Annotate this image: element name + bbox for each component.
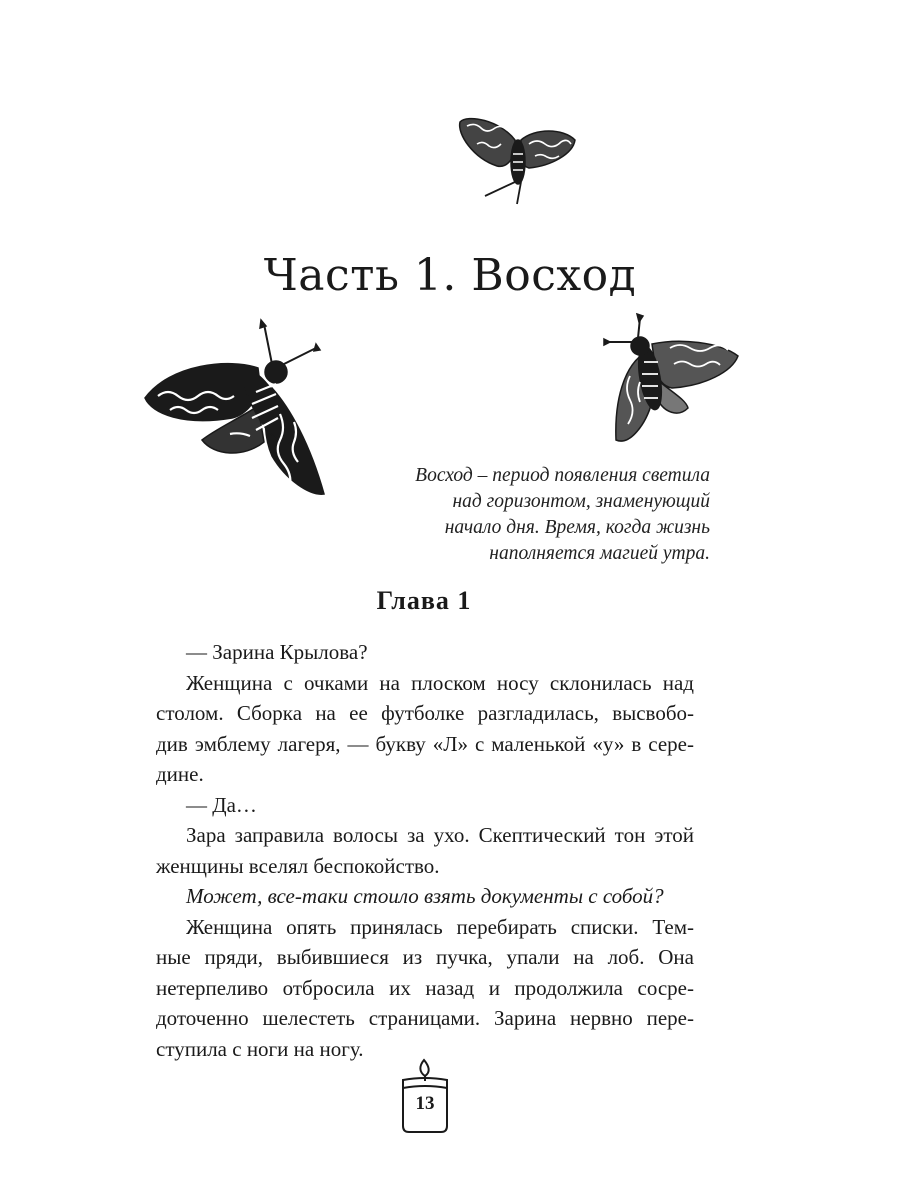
text-line: ные пряди, выбившиеся из пучка, упали на лоб. Она: [156, 945, 694, 969]
text-line: доточенно шелестеть страницами. Зарина нервно пере-: [156, 1006, 694, 1030]
text-line: — Да…: [186, 792, 257, 817]
epigraph: [300, 463, 710, 567]
moth-icon-top: [455, 112, 580, 210]
epigraph-line: начало дня. Время, когда жизнь: [444, 517, 710, 538]
epigraph-line: над горизонтом, знаменующий: [452, 491, 710, 512]
text-line: дине.: [156, 762, 204, 786]
text-line: Может, все-таки стоило взять документы с собой?: [186, 884, 664, 908]
text-line: женщины вселял беспокойство.: [156, 853, 440, 878]
chapter-title: Глава 1: [376, 586, 472, 615]
text-line: ступила с ноги на ногу.: [156, 1036, 364, 1061]
epigraph-line: наполняется магией утра.: [489, 543, 710, 564]
text-line: — Зарина Крылова?: [186, 640, 368, 664]
moth-icon-right: [600, 312, 742, 448]
text-line: Зара заправила волосы за ухо. Скептический тон этой: [186, 823, 694, 847]
text-line: нетерпеливо отбросила их назад и продолжила сосре-: [156, 975, 694, 1000]
epigraph-line: Восход – период появления светила: [415, 465, 710, 486]
text-line: див эмблему лагеря, — букву «Л» с маленькой «у» в сере-: [156, 731, 694, 756]
text-line: столом. Сборка на ее футболке разгладилась, высвобо-: [156, 701, 694, 725]
body-text: [156, 637, 694, 1064]
page-number: 13: [415, 1093, 435, 1114]
part-title: Часть 1. Восход: [263, 250, 637, 301]
text-line: Женщина опять принялась перебирать списки. Тем-: [186, 914, 694, 939]
text-line: Женщина с очками на плоском носу склонилась над: [186, 670, 694, 695]
